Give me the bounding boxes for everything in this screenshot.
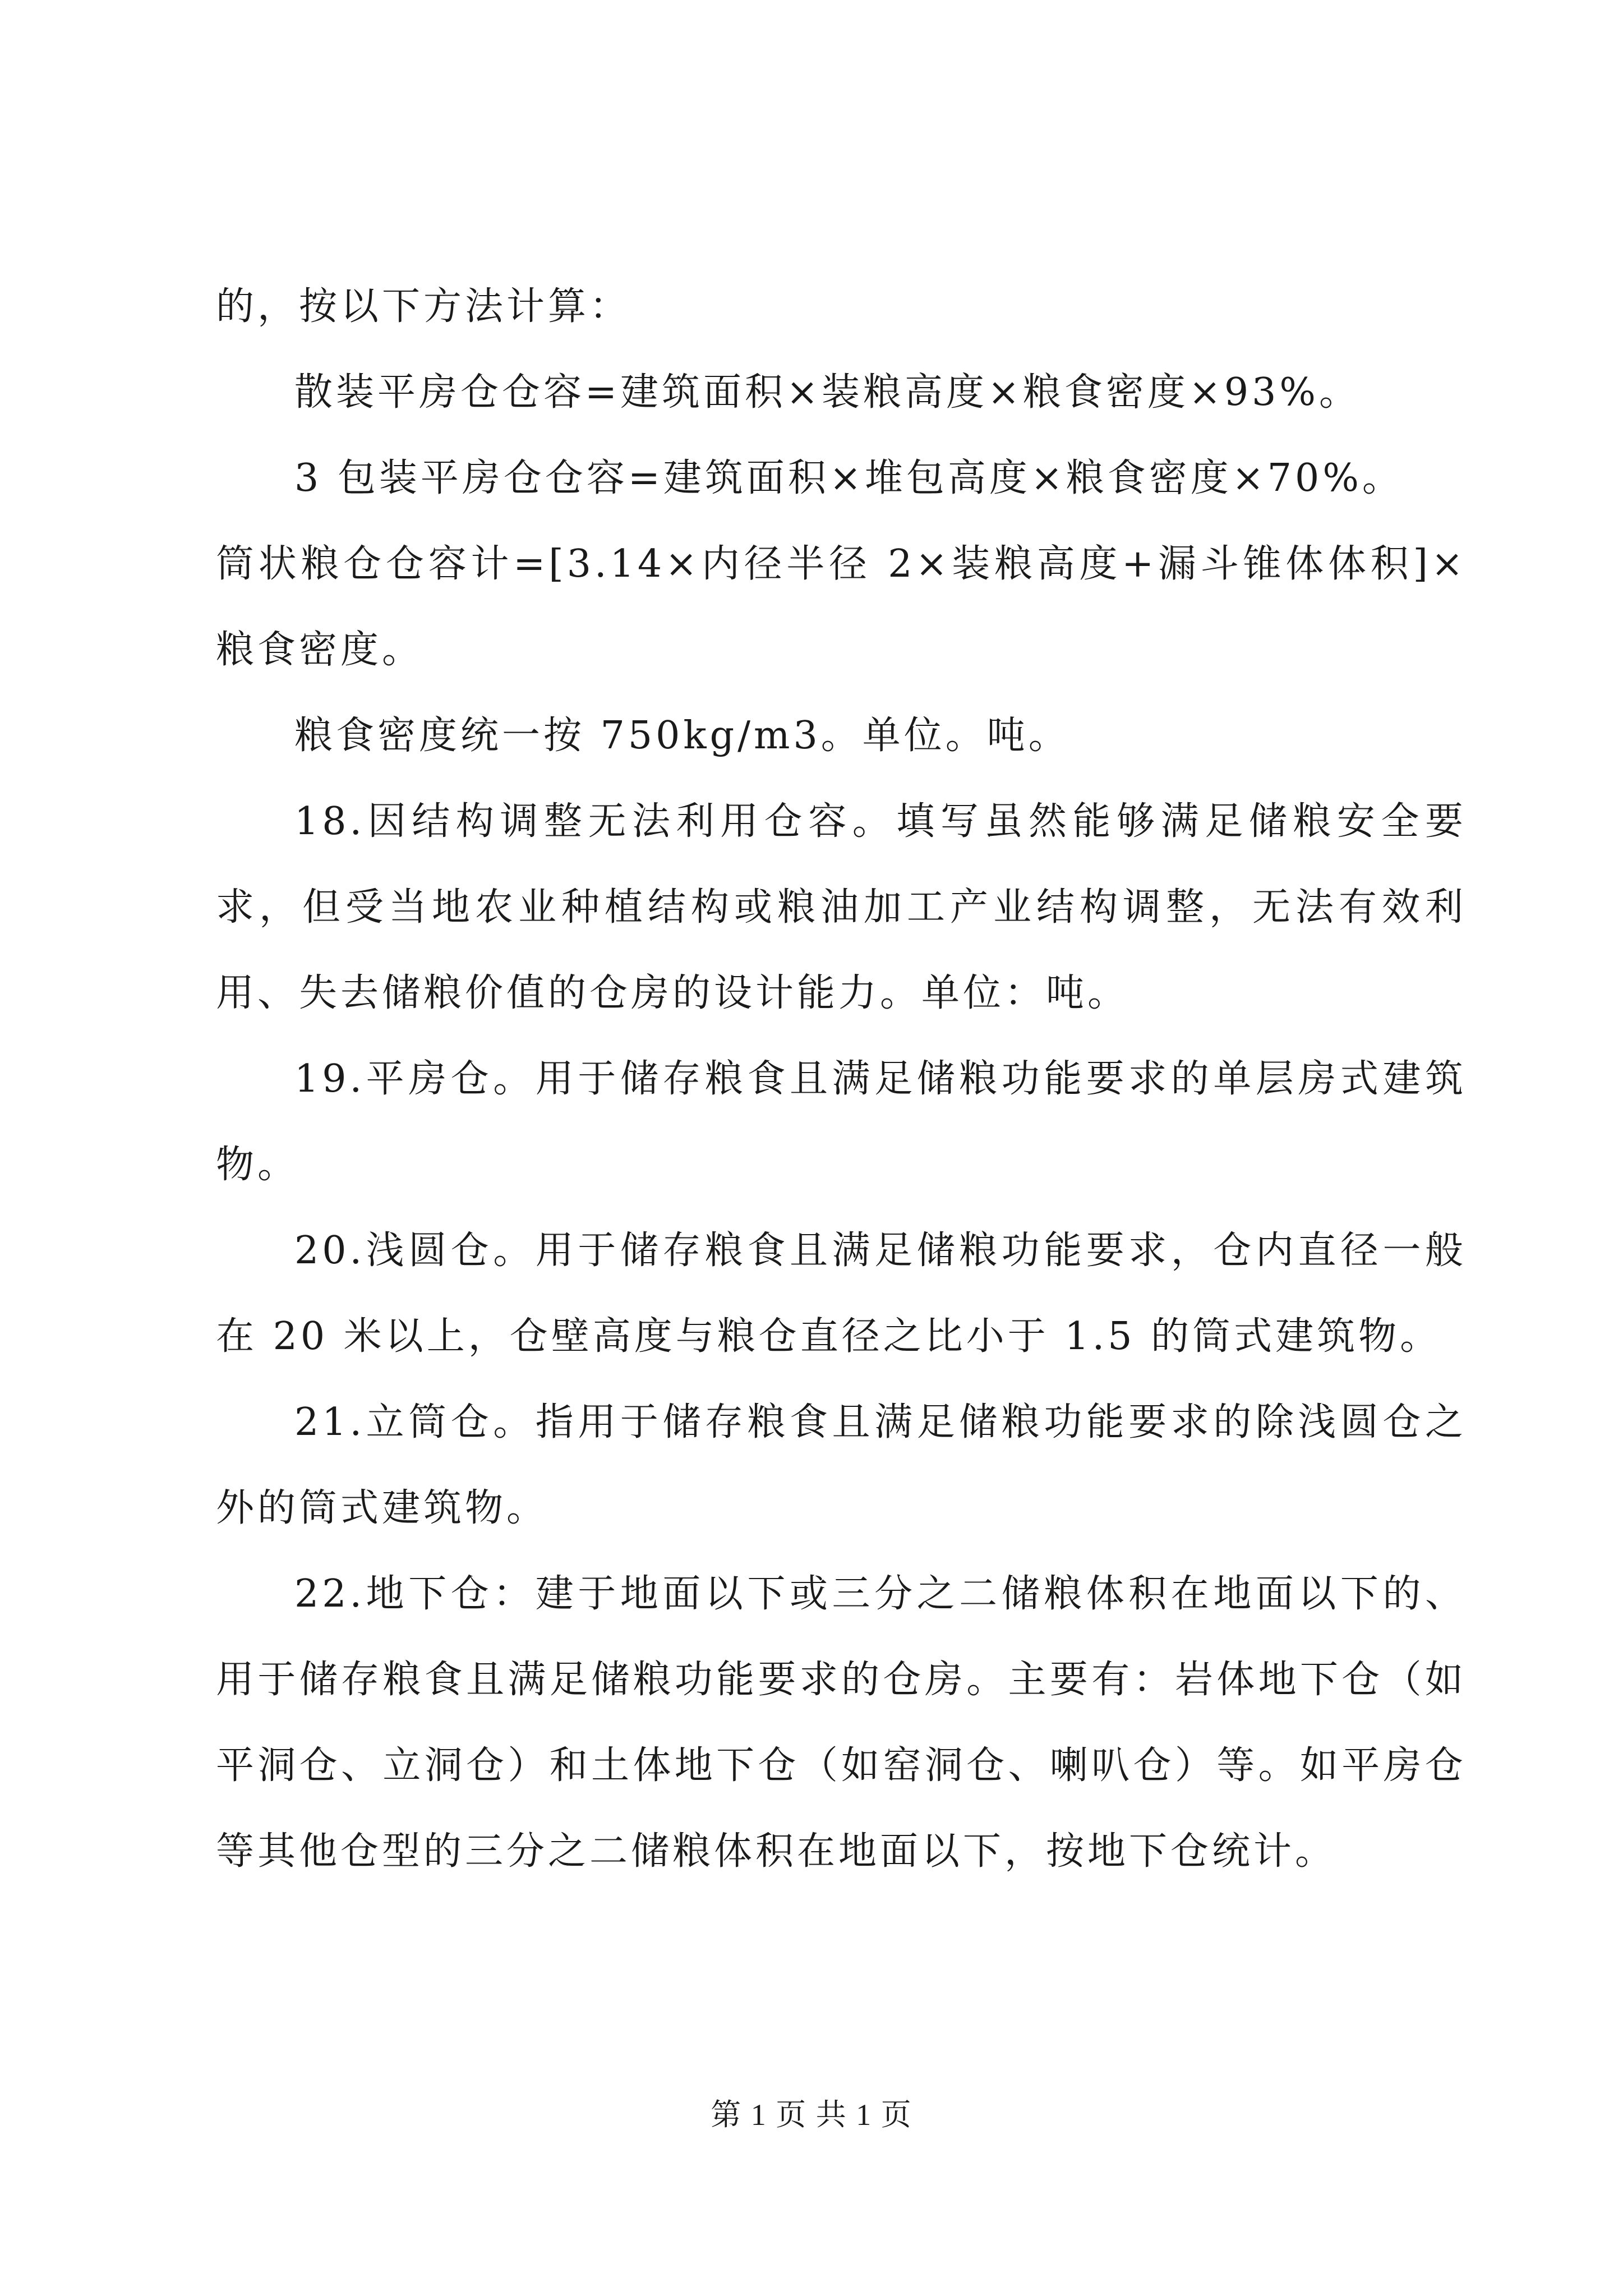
paragraph-item-21: 21.立筒仓。指用于储存粮食且满足储粮功能要求的除浅圆仓之外的筒式建筑物。 (216, 1400, 1467, 1530)
paragraph-grain-density: 粮食密度统一按 750kg/m3。单位。吨。 (294, 714, 1070, 758)
paragraph-silo-formula: 筒状粮仓仓容计=[3.14×内径半径 2×装粮高度+漏斗锥体体积]×粮食密度。 (216, 542, 1467, 672)
paragraph-packed-warehouse-formula: 3 包装平房仓仓容=建筑面积×堆包高度×粮食密度×70%。 (294, 456, 1404, 500)
paragraph-continuation: 的，按以下方法计算： (216, 284, 631, 329)
paragraph-item-18: 18.因结构调整无法利用仓容。填写虽然能够满足储粮安全要求，但受当地农业种植结构或粮油加工产业结构调整，无法有效利用、失去储粮价值的仓房的设计能力。单位：吨。 (216, 799, 1467, 1015)
document-body (216, 264, 1467, 1894)
page-footer: 第 1 页 共 1 页 (711, 2098, 912, 2132)
paragraph-item-20: 20.浅圆仓。用于储存粮食且满足储粮功能要求，仓内直径一般在 20 米以上，仓壁高度与粮仓直径之比小于 1.5 的筒式建筑物。 (216, 1228, 1467, 1359)
paragraph-bulk-warehouse-formula: 散装平房仓仓容=建筑面积×装粮高度×粮食密度×93%。 (294, 370, 1361, 415)
paragraph-item-19: 19.平房仓。用于储存粮食且满足储粮功能要求的单层房式建筑物。 (216, 1057, 1467, 1187)
paragraph-item-22: 22.地下仓：建于地面以下或三分之二储粮体积在地面以下的、用于储存粮食且满足储粮功能要求的仓房。主要有：岩体地下仓（如平洞仓、立洞仓）和土体地下仓（如窑洞仓、喇叭仓）等。如平房仓等其他仓型的三分之二储粮体积在地面以下，按地下仓统计。 (216, 1572, 1467, 1874)
